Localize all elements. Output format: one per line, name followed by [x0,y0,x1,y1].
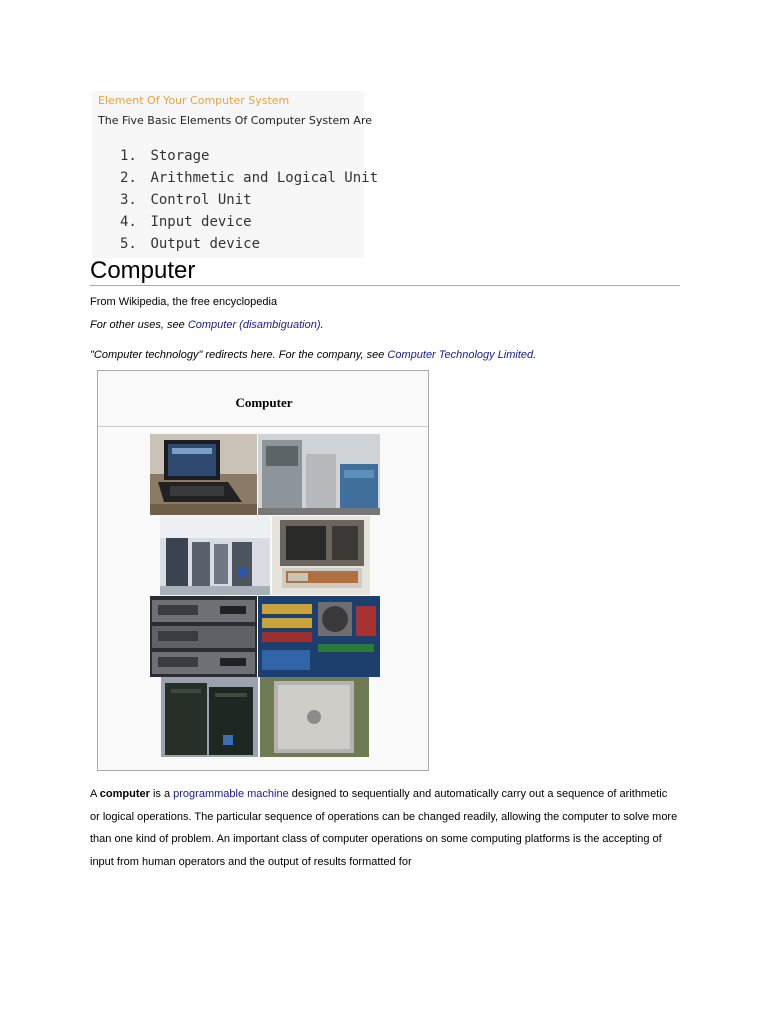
infobox-divider [98,426,428,427]
list-item: 3. Control Unit [120,192,252,208]
source-line: From Wikipedia, the free encyclopedia [90,296,278,308]
rack-servers-photo[interactable] [150,596,257,677]
list-item: 2. Arithmetic and Logical Unit [120,170,379,186]
elements-subheading: The Five Basic Elements Of Computer System Are [98,114,372,127]
hatnote-disambiguation: For other uses, see Computer (disambiguation). [90,319,324,331]
programmable-machine-link[interactable]: programmable machine [173,788,289,800]
infobox [97,370,429,771]
mainframe-photo[interactable] [258,434,380,515]
laptop-photo[interactable] [150,434,257,515]
cabinet-supercomputer-photo[interactable] [161,677,258,757]
desktop-tower-photo[interactable] [260,677,369,757]
list-item: 5. Output device [120,236,261,252]
infobox-title: Computer [235,395,293,410]
title-divider [90,285,680,286]
supercomputer-room-photo[interactable] [160,516,270,595]
elements-heading[interactable]: Element Of Your Computer System [98,94,290,107]
list-item: 1. Storage [120,148,210,164]
bold-term: computer [99,788,150,800]
company-link[interactable]: Computer Technology Limited [387,349,534,361]
disambiguation-link[interactable]: Computer (disambiguation) [187,319,321,331]
motherboard-photo[interactable] [258,596,380,677]
elements-list [120,145,378,255]
page-title: Computer [90,257,196,284]
vintage-terminal-photo[interactable] [272,516,370,595]
list-item: 4. Input device [120,214,252,230]
hatnote-redirect: "Computer technology" redirects here. For the company, see Computer Technology Limited. [90,349,537,361]
intro-paragraph: A computer is a programmable machine designed to sequentially and automatically carry out a sequence of arithmetic or logical operations. The particular sequence of operations can be changed readily, allowing the computer to solve more than one kind of problem. An important class of computer operations on some computing platforms is the accepting of input from human operators and the output of results formatted for [90,788,678,868]
